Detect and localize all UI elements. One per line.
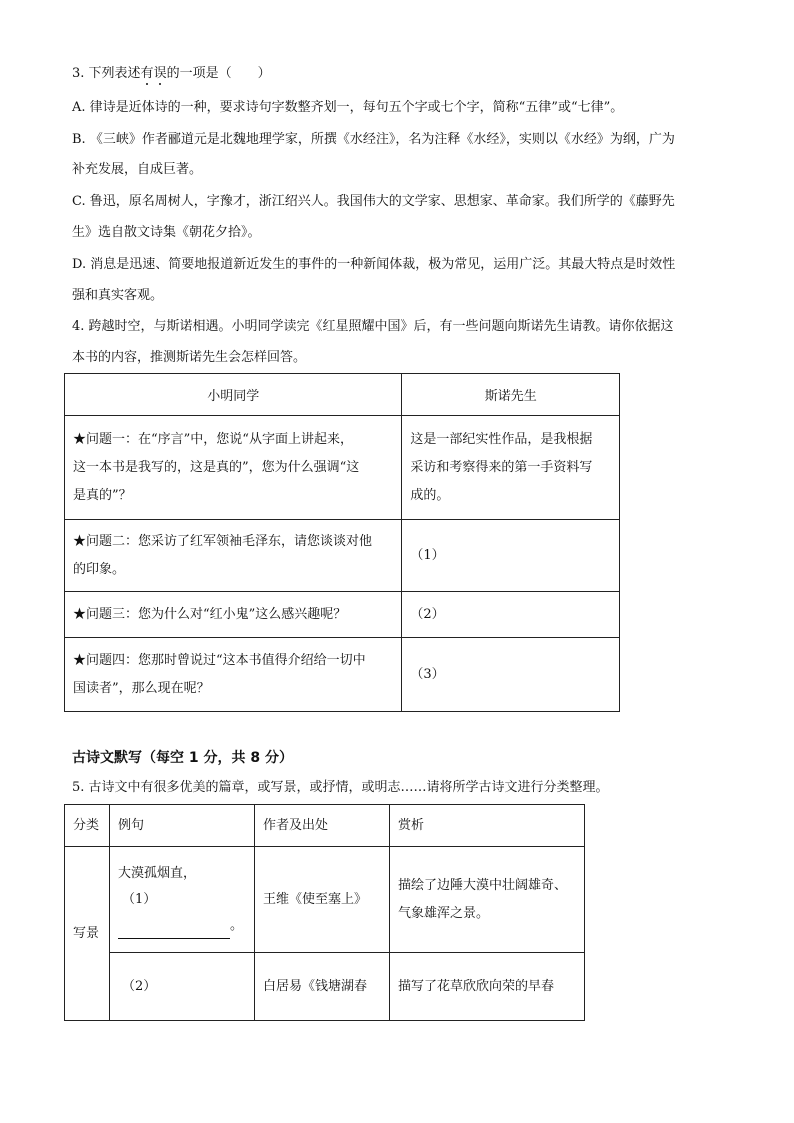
q3-option-b-line2: 补充发展，自成巨著。 [72, 162, 203, 177]
header-cell: 例句 [110, 805, 255, 847]
emphasis-char: 有 [140, 66, 154, 81]
answer-blank-cell[interactable]: （2） [402, 592, 620, 638]
source-cell: 王维《使至塞上》 [255, 847, 390, 953]
table-row [65, 520, 620, 592]
section-title: 古诗文默写（每空 1 分，共 8 分） [72, 750, 293, 766]
header-cell: 斯诺先生 [402, 374, 620, 416]
table-row [65, 953, 585, 1021]
q4-stem-line1: 4. 跨越时空，与斯诺相遇。小明同学读完《红星照耀中国》后，有一些问题向斯诺先生请教。请你依据这 [72, 319, 674, 334]
q4-stem-line2: 本书的内容，推测斯诺先生会怎样回答。 [72, 350, 307, 365]
q5-stem: 5. 古诗文中有很多优美的篇章，或写景，或抒情，或明志……请将所学古诗文进行分类整理。 [72, 780, 609, 795]
q4-table [64, 373, 620, 712]
header-cell: 作者及出处 [255, 805, 390, 847]
analysis-cell: 描写了花草欣欣向荣的早春 [390, 953, 585, 1021]
header-cell: 赏析 [390, 805, 585, 847]
table-header-row [65, 374, 620, 416]
emphasis-char: 误 [153, 66, 167, 81]
analysis-cell: 描绘了边陲大漠中壮阔雄奇、 气象雄浑之景。 [390, 847, 585, 953]
table-header-row [65, 805, 585, 847]
fill-blank[interactable] [118, 924, 230, 939]
example-blank-cell[interactable]: （2） [110, 953, 255, 1021]
example-cell: 大漠孤烟直， （1） 。 [110, 847, 255, 953]
header-cell: 分类 [65, 805, 110, 847]
q3-option-c-line2: 生》选自散文诗集《朝花夕拾》。 [72, 225, 261, 240]
category-cell: 写景 [65, 847, 110, 1021]
q3-stem: 3. 下列表述有误的一项是（ ） [72, 66, 271, 81]
q3-option-b-line1: B. 《三峡》作者郦道元是北魏地理学家，所撰《水经注》，名为注释《水经》，实则以《水经》为纲，广为 [72, 132, 675, 147]
question-cell: ★问题一：在“序言”中，您说“从字面上讲起来， 这一本书是我写的，这是真的”，您为什么强调“这 是真的”？ [65, 416, 402, 520]
table-row [65, 847, 585, 953]
table-row [65, 592, 620, 638]
q5-table [64, 804, 585, 1021]
table-row [65, 638, 620, 712]
answer-blank-cell[interactable]: （3） [402, 638, 620, 712]
header-cell: 小明同学 [65, 374, 402, 416]
question-cell: ★问题三：您为什么对“红小鬼”这么感兴趣呢？ [65, 592, 402, 638]
q3-option-d-line2: 强和真实客观。 [72, 288, 164, 303]
question-cell: ★问题二：您采访了红军领袖毛泽东，请您谈谈对他 的印象。 [65, 520, 402, 592]
q3-option-d-line1: D. 消息是迅速、简要地报道新近发生的事件的一种新闻体裁，极为常见，运用广泛。其最大特点是时效性 [72, 257, 676, 272]
question-cell: ★问题四：您那时曾说过“这本书值得介绍给一切中 国读者”，那么现在呢？ [65, 638, 402, 712]
source-cell: 白居易《钱塘湖春 [255, 953, 390, 1021]
answer-cell: 这是一部纪实性作品，是我根据 采访和考察得来的第一手资料写 成的。 [402, 416, 620, 520]
table-row [65, 416, 620, 520]
q3-option-a: A. 律诗是近体诗的一种，要求诗句字数整齐划一，每句五个字或七个字，简称“五律”或“七律”。 [72, 100, 624, 115]
q3-option-c-line1: C. 鲁迅，原名周树人，字豫才，浙江绍兴人。我国伟大的文学家、思想家、革命家。我们所学的《藤野先 [72, 194, 675, 209]
answer-blank-cell[interactable]: （1） [402, 520, 620, 592]
